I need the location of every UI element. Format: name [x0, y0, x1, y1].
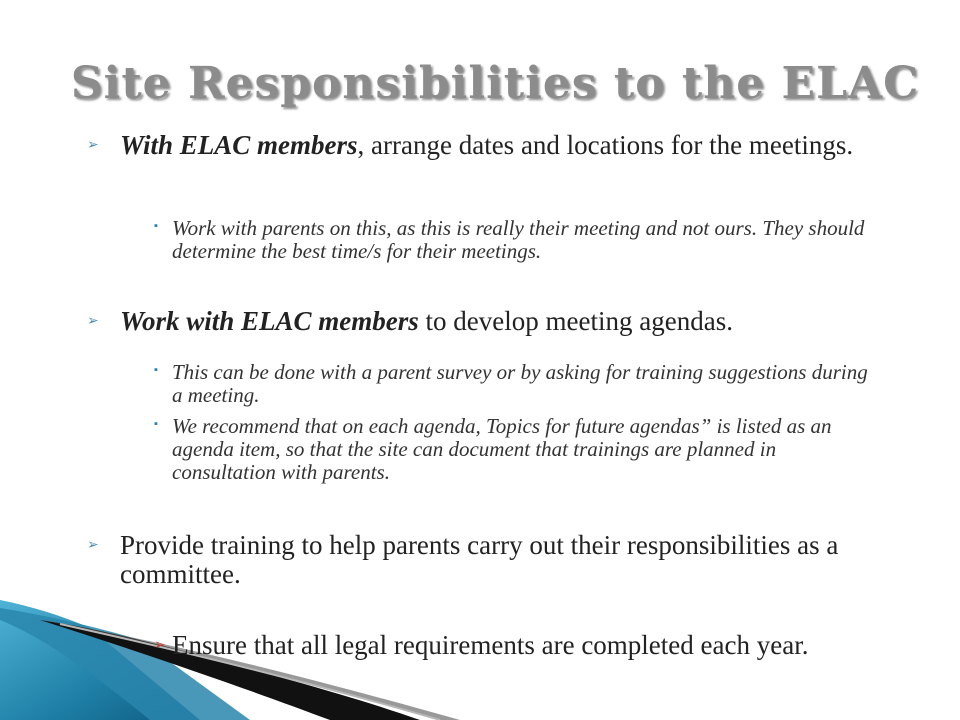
bullet-2	[87, 306, 900, 336]
bullet-2-sub-2	[154, 414, 872, 484]
bullet-1-sub-1	[154, 216, 872, 263]
bullet-3	[87, 530, 900, 589]
bullet-1-emphasis: With ELAC members	[120, 130, 358, 160]
arrow-bullet-icon: ➢	[87, 314, 99, 329]
bullet-4-text: Ensure that all legal requirements are completed each year.	[172, 630, 809, 660]
bullet-2-emphasis: Work with ELAC members	[120, 306, 419, 336]
arrow-bullet-icon: ➢	[87, 138, 99, 153]
bullet-1	[87, 130, 900, 160]
arrow-bullet-icon: ➢	[154, 638, 166, 653]
dot-bullet-icon: ▪	[154, 418, 158, 430]
dot-bullet-icon: ▪	[154, 364, 158, 376]
bullet-1-sub-1-text: Work with parents on this, as this is really their meeting and not ours. They should determine the best time/s for their meetings.	[172, 216, 865, 263]
bullet-1-text: , arrange dates and locations for the meetings.	[357, 130, 854, 160]
decorative-swoosh	[0, 600, 960, 720]
slide-title: Site Responsibilities to the ELAC	[70, 58, 920, 109]
arrow-bullet-icon: ➢	[87, 538, 99, 553]
bullet-3-text: Provide training to help parents carry out their responsibilities as a committee.	[120, 530, 839, 589]
bullet-2-text: to develop meeting agendas.	[418, 306, 733, 336]
dot-bullet-icon: ▪	[154, 220, 158, 232]
bullet-2-sub-1	[154, 360, 872, 407]
bullet-2-sub-2-text: We recommend that on each agenda, Topics for future agendas” is listed as an agenda item, so that the site can document that trainings are planned in consultation with parents.	[172, 414, 832, 484]
bullet-2-sub-1-text: This can be done with a parent survey or by asking for training suggestions during a meeting.	[172, 360, 868, 407]
bullet-4	[154, 630, 892, 660]
